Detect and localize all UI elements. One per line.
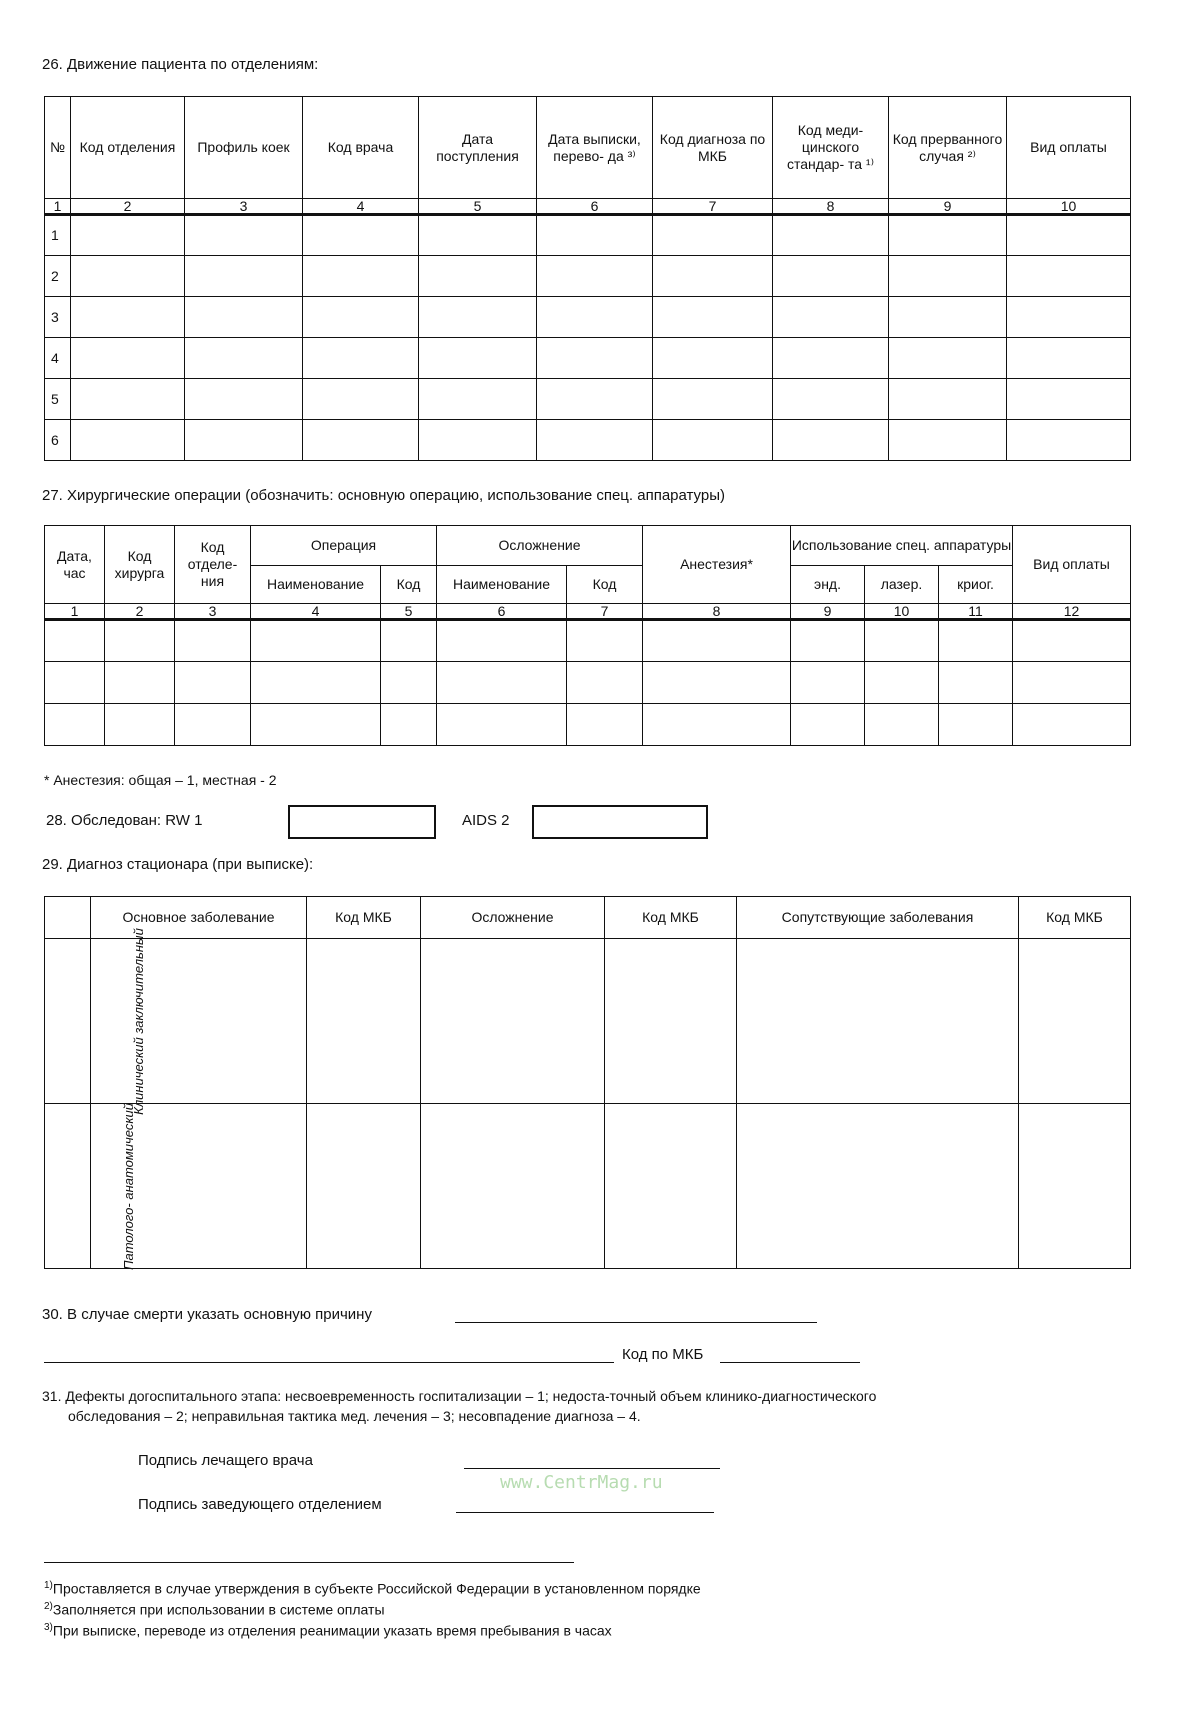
table-cell[interactable]	[773, 338, 889, 379]
table-row	[45, 662, 1131, 704]
table-cell[interactable]	[537, 256, 653, 297]
table-cell[interactable]	[381, 704, 437, 746]
table-cell[interactable]	[653, 256, 773, 297]
table-cell[interactable]	[419, 256, 537, 297]
clinical-label: Клинический заключительный	[130, 927, 146, 1115]
header-row	[45, 526, 1131, 566]
table-cell[interactable]	[307, 939, 421, 1104]
table-cell[interactable]	[773, 379, 889, 420]
table-cell[interactable]	[653, 379, 773, 420]
column-number: 4	[303, 199, 419, 215]
row-number: 3	[45, 297, 71, 338]
column-number: 11	[939, 604, 1013, 620]
death-cause-line[interactable]	[455, 1322, 817, 1323]
table-cell[interactable]	[643, 620, 791, 662]
table-cell[interactable]	[105, 704, 175, 746]
table-cell[interactable]	[939, 662, 1013, 704]
row-label-pathology	[45, 1102, 136, 1270]
table-cell[interactable]	[71, 256, 185, 297]
col-header-operation: Операция	[251, 526, 437, 566]
table-cell[interactable]	[419, 379, 537, 420]
column-number: 8	[773, 199, 889, 215]
table-cell[interactable]	[865, 662, 939, 704]
table-cell[interactable]	[185, 256, 303, 297]
table-cell[interactable]	[71, 297, 185, 338]
table-cell[interactable]	[791, 620, 865, 662]
table-cell[interactable]	[307, 1104, 421, 1269]
table-cell[interactable]	[45, 704, 105, 746]
column-number: 7	[567, 604, 643, 620]
column-number: 7	[653, 199, 773, 215]
table-cell[interactable]	[419, 420, 537, 461]
header-row	[45, 897, 1131, 939]
table-cell[interactable]	[303, 215, 419, 256]
table-cell[interactable]	[865, 704, 939, 746]
col-header: Код МКБ	[605, 897, 737, 939]
table-row	[45, 939, 1131, 1104]
table-cell[interactable]	[889, 338, 1007, 379]
col-header: №	[45, 97, 71, 199]
table-cell[interactable]	[1007, 420, 1131, 461]
table-row	[45, 379, 1131, 420]
section-31-line2: обследования – 2; неправильная тактика мед. лечения – 3; несовпадение диагноза – 4.	[68, 1408, 641, 1424]
row-number: 1	[45, 215, 71, 256]
table-cell[interactable]	[939, 704, 1013, 746]
footnote-2	[44, 1601, 385, 1618]
column-number: 4	[251, 604, 381, 620]
table-row	[45, 338, 1131, 379]
section-27-title: 27. Хирургические операции (обозначить: основную операцию, использование спец. аппаратуры)	[42, 487, 726, 504]
table-row	[45, 256, 1131, 297]
table-cell[interactable]	[737, 939, 1019, 1104]
col-header: Код диагноза по МКБ	[653, 97, 773, 199]
col-header-surgeon: Код хирурга	[105, 526, 175, 604]
col-header: Код меди- цинского стандар- та ¹⁾	[773, 97, 889, 199]
table-cell[interactable]	[303, 379, 419, 420]
column-number: 10	[1007, 199, 1131, 215]
table-cell[interactable]	[1013, 662, 1131, 704]
table-cell[interactable]	[251, 620, 381, 662]
table-cell[interactable]	[421, 1104, 605, 1269]
table-cell[interactable]	[185, 379, 303, 420]
table-cell[interactable]	[653, 215, 773, 256]
table-cell[interactable]	[437, 704, 567, 746]
table-cell[interactable]	[1007, 215, 1131, 256]
column-number: 1	[45, 199, 71, 215]
table-cell[interactable]	[105, 620, 175, 662]
column-number: 8	[643, 604, 791, 620]
table-cell[interactable]	[1019, 939, 1131, 1104]
table-cell[interactable]	[537, 338, 653, 379]
table-row	[45, 297, 1131, 338]
col-header-payment: Вид оплаты	[1013, 526, 1131, 604]
column-number-row	[45, 604, 1131, 620]
col-header: Код врача	[303, 97, 419, 199]
col-header-laser: лазер.	[865, 566, 939, 604]
table-cell[interactable]	[381, 620, 437, 662]
col-header-comp-code: Код	[567, 566, 643, 604]
table-cell[interactable]	[643, 662, 791, 704]
footnote-separator	[44, 1562, 574, 1563]
table-cell[interactable]	[567, 620, 643, 662]
table-cell[interactable]	[791, 662, 865, 704]
table-cell[interactable]	[653, 338, 773, 379]
row-number: 4	[45, 338, 71, 379]
column-number: 9	[889, 199, 1007, 215]
table-cell[interactable]	[437, 620, 567, 662]
table-cell[interactable]	[71, 215, 185, 256]
header-row	[45, 97, 1131, 199]
table-cell[interactable]	[381, 662, 437, 704]
table-cell[interactable]	[71, 420, 185, 461]
column-number: 3	[175, 604, 251, 620]
row-number: 5	[45, 379, 71, 420]
col-header: Сопутствующие заболевания	[737, 897, 1019, 939]
head-signature-label: Подпись заведующего отделением	[138, 1496, 382, 1513]
table-cell[interactable]	[419, 215, 537, 256]
table-cell[interactable]	[71, 379, 185, 420]
table-cell[interactable]	[537, 420, 653, 461]
col-header-comp-name: Наименование	[437, 566, 567, 604]
row-number: 6	[45, 420, 71, 461]
col-header: Профиль коек	[185, 97, 303, 199]
footnote-mark: 3)	[44, 1622, 53, 1633]
column-number: 12	[1013, 604, 1131, 620]
death-cause-line-2[interactable]	[44, 1362, 614, 1363]
aids-input-box[interactable]	[532, 805, 708, 839]
footnote-3	[44, 1622, 612, 1639]
footnote-text: Проставляется в случае утверждения в субъекте Российской Федерации в установленном порядке	[52, 1580, 701, 1597]
column-number: 1	[45, 604, 105, 620]
patient-movement-table	[44, 96, 1131, 461]
table-cell[interactable]	[303, 338, 419, 379]
table-cell[interactable]	[605, 1104, 737, 1269]
col-header-op-code: Код	[381, 566, 437, 604]
table-cell[interactable]	[889, 256, 1007, 297]
column-number: 6	[437, 604, 567, 620]
table-cell[interactable]	[185, 215, 303, 256]
col-header-complication: Осложнение	[437, 526, 643, 566]
doctor-signature-line[interactable]	[464, 1468, 720, 1469]
column-number: 5	[419, 199, 537, 215]
table-cell[interactable]	[1007, 297, 1131, 338]
table-cell[interactable]	[1013, 620, 1131, 662]
table-cell[interactable]	[643, 704, 791, 746]
col-header: Код МКБ	[307, 897, 421, 939]
col-header-op-name: Наименование	[251, 566, 381, 604]
footnote-mark: 2)	[44, 1601, 53, 1612]
hospital-diagnosis-table	[44, 896, 1131, 1269]
mkb-code-label: Код по МКБ	[622, 1346, 704, 1363]
table-cell[interactable]	[1013, 704, 1131, 746]
table-cell[interactable]	[251, 662, 381, 704]
col-header: Дата поступления	[419, 97, 537, 199]
footnote-mark: 1)	[44, 1580, 53, 1591]
column-number: 2	[105, 604, 175, 620]
table-cell[interactable]	[737, 1104, 1019, 1269]
table-cell[interactable]	[773, 215, 889, 256]
table-row	[45, 704, 1131, 746]
table-cell[interactable]	[605, 939, 737, 1104]
table-cell[interactable]	[653, 297, 773, 338]
head-signature-line[interactable]	[456, 1512, 714, 1513]
footnote-text: При выписке, переводе из отделения реанимации указать время пребывания в часах	[52, 1622, 612, 1639]
column-number: 5	[381, 604, 437, 620]
column-number: 10	[865, 604, 939, 620]
col-header: Вид оплаты	[1007, 97, 1131, 199]
column-number: 2	[71, 199, 185, 215]
pathology-label: Патолого- анатомический	[120, 1102, 136, 1270]
table-cell[interactable]	[889, 297, 1007, 338]
table-cell[interactable]	[175, 662, 251, 704]
column-number: 3	[185, 199, 303, 215]
col-header-kriog: криог.	[939, 566, 1013, 604]
table-cell[interactable]	[537, 297, 653, 338]
table-cell[interactable]	[419, 338, 537, 379]
surgical-operations-table	[44, 525, 1131, 746]
table-cell[interactable]	[773, 420, 889, 461]
footnote-1	[44, 1580, 701, 1597]
section-26-title: 26. Движение пациента по отделениям:	[42, 56, 319, 73]
table-cell[interactable]	[865, 620, 939, 662]
col-header: Дата выписки, перево- да ³⁾	[537, 97, 653, 199]
table-cell[interactable]	[71, 338, 185, 379]
table-cell[interactable]	[421, 939, 605, 1104]
corner-cell	[45, 897, 91, 939]
col-header: Код отделения	[71, 97, 185, 199]
table-cell[interactable]	[653, 420, 773, 461]
column-number: 9	[791, 604, 865, 620]
table-cell[interactable]	[175, 620, 251, 662]
table-cell[interactable]	[105, 662, 175, 704]
col-header-equipment: Использование спец. аппаратуры	[791, 526, 1013, 566]
table-cell[interactable]	[791, 704, 865, 746]
row-number: 2	[45, 256, 71, 297]
table-cell[interactable]	[303, 256, 419, 297]
table-cell[interactable]	[939, 620, 1013, 662]
aids-label: AIDS 2	[462, 812, 510, 829]
table-cell[interactable]	[889, 215, 1007, 256]
table-cell[interactable]	[185, 297, 303, 338]
col-header-endo: энд.	[791, 566, 865, 604]
table-row	[45, 420, 1131, 461]
table-cell[interactable]	[45, 620, 105, 662]
table-cell[interactable]	[567, 704, 643, 746]
table-cell[interactable]	[537, 379, 653, 420]
table-cell[interactable]	[773, 256, 889, 297]
section-31-line1: 31. Дефекты догоспитального этапа: несвоевременность госпитализации – 1; недоста-точный объем клинико-диагностического	[42, 1388, 877, 1404]
table-cell[interactable]	[175, 704, 251, 746]
table-cell[interactable]	[537, 215, 653, 256]
col-header: Осложнение	[421, 897, 605, 939]
table-row	[45, 620, 1131, 662]
section-30-title: 30. В случае смерти указать основную причину	[42, 1306, 372, 1323]
col-header: Основное заболевание	[91, 897, 307, 939]
table-cell[interactable]	[1007, 338, 1131, 379]
col-header: Код МКБ	[1019, 897, 1131, 939]
table-row	[45, 215, 1131, 256]
row-label-clinical	[45, 927, 146, 1115]
table-row	[45, 1104, 1131, 1269]
col-header-date: Дата, час	[45, 526, 105, 604]
doctor-signature-label: Подпись лечащего врача	[138, 1452, 313, 1469]
table-cell[interactable]	[419, 297, 537, 338]
table-cell[interactable]	[1007, 256, 1131, 297]
table-cell[interactable]	[251, 704, 381, 746]
watermark: www.CentrMag.ru	[500, 1472, 663, 1493]
table-cell[interactable]	[185, 338, 303, 379]
table-cell[interactable]	[437, 662, 567, 704]
mkb-code-line[interactable]	[720, 1362, 860, 1363]
section-28-title: 28. Обследован: RW 1	[46, 812, 203, 829]
table-cell[interactable]	[45, 662, 105, 704]
col-header-dept: Код отделе- ния	[175, 526, 251, 604]
rw-input-box[interactable]	[288, 805, 436, 839]
table-cell[interactable]	[889, 420, 1007, 461]
section-29-title: 29. Диагноз стационара (при выписке):	[42, 856, 314, 873]
table-cell[interactable]	[567, 662, 643, 704]
table-cell[interactable]	[889, 379, 1007, 420]
table-cell[interactable]	[91, 939, 307, 1104]
table-cell[interactable]	[303, 297, 419, 338]
col-header-anesthesia: Анестезия*	[643, 526, 791, 604]
column-number-row	[45, 199, 1131, 215]
table-cell[interactable]	[1019, 1104, 1131, 1269]
table-cell[interactable]	[1007, 379, 1131, 420]
footnote-text: Заполняется при использовании в системе оплаты	[52, 1601, 385, 1618]
anesthesia-note: * Анестезия: общая – 1, местная - 2	[44, 772, 277, 788]
table-cell[interactable]	[303, 420, 419, 461]
col-header: Код прерванного случая ²⁾	[889, 97, 1007, 199]
table-cell[interactable]	[773, 297, 889, 338]
column-number: 6	[537, 199, 653, 215]
table-cell[interactable]	[185, 420, 303, 461]
